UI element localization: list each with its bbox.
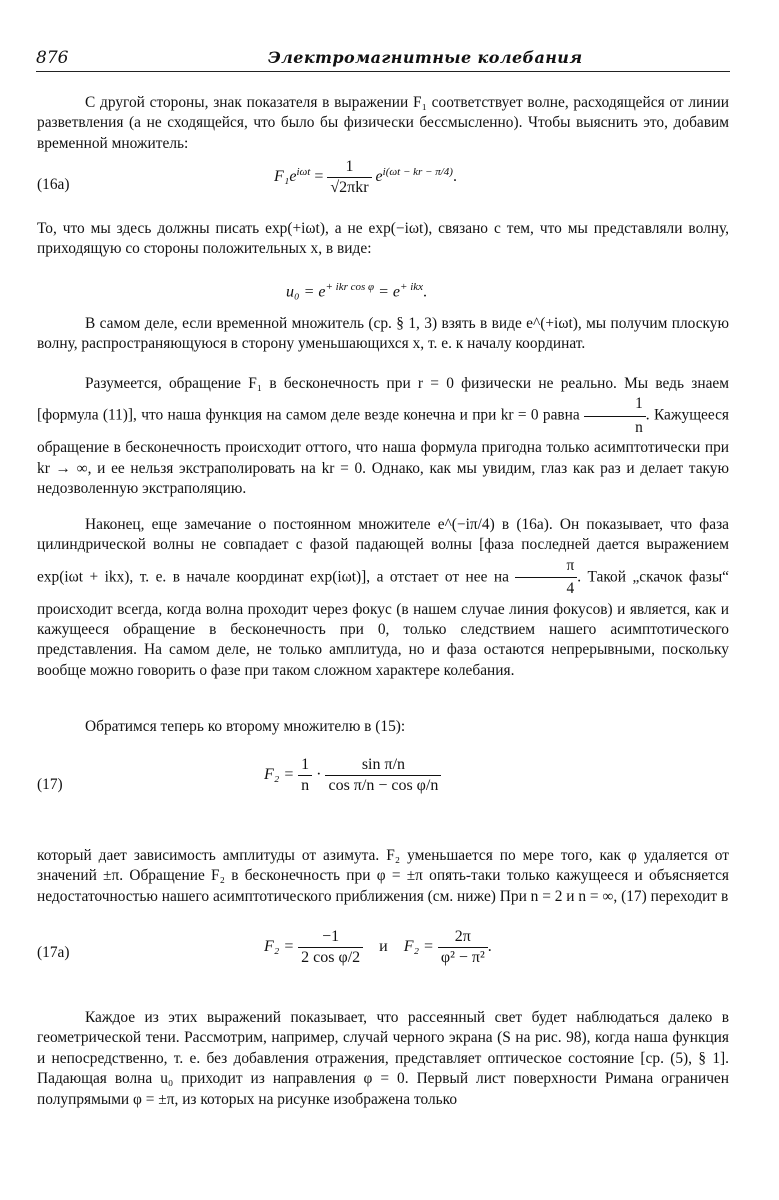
eq17-den: cos π/n − cos φ/n: [328, 777, 439, 794]
eq-u0-lhs: u₀ = e: [286, 283, 326, 301]
eq16a-den: √2πkr: [330, 179, 369, 196]
eq17a-fraction-2: [438, 928, 488, 967]
paragraph-4: [37, 374, 729, 499]
header-rule: [36, 71, 730, 72]
eq16a-num: 1: [327, 158, 371, 178]
eq16a-base: e: [375, 168, 383, 186]
eq16a-lhs: F₁e: [274, 168, 297, 186]
paragraph-2: То, что мы здесь должны писать exp(+iωt), а не exp(−iωt), связано с тем, что мы представляли волну, приходящую со стороны положительных x, в виде:: [37, 220, 729, 258]
equation-17a: [264, 928, 492, 967]
eq17-num: sin π/n: [325, 756, 441, 776]
equation-label-17a: (17а): [37, 944, 70, 961]
page-number: 876: [36, 48, 69, 68]
paragraph-6: Обратимся теперь ко второму множителю в (15):: [85, 718, 406, 735]
paragraph-5-part-a: Наконец, еще замечание о постоянном множителе e^(−iπ/4) в (16а). Он показывает, что фаза цилиндрической волны не совпадает с фазой падающей волны [фаза последней дается выражением exp(iωt + ikx), т. е. в начале координат exp(iωt)], а отстает от нее на: [37, 516, 729, 586]
paragraph-4-frac-num: 1: [584, 394, 646, 416]
eq-u0-end: .: [423, 283, 428, 301]
paragraph-3: В самом деле, если временной множитель (ср. § 1, 3) взять в виде e^(+iωt), мы получим плоскую волну, распространяющуюся в сторону уменьшающихся x, т. е. к началу координат.: [37, 315, 729, 353]
paragraph-7: который дает зависимость амплитуды от азимута. F₂ уменьшается по мере того, как φ удаляется от значений ±π. Обращение F₂ в бесконечность при φ = ±π опять-таки только кажущееся и объясняется недостаточностью нашего асимптотического приближения (см. ниже) При n = 2 и n = ∞, (17) переходит в: [37, 847, 729, 905]
eq16a-equals: =: [314, 168, 324, 186]
eq17-lhs: F₂ =: [264, 766, 295, 784]
eq16a-fraction: [327, 158, 371, 197]
paragraph-5-frac-num: π: [515, 556, 577, 578]
paragraph-4-part-a: Разумеется, обращение F₁ в бесконечность при r = 0 физически не реально. Мы ведь знаем [формула (11)], что наша функция на самом деле везде конечна и при kr = 0 равна: [37, 375, 729, 424]
equation-label-17: (17): [37, 776, 63, 793]
eq-u0-exp1: + ikr cos φ: [325, 281, 375, 293]
paragraph-5-part-b: . Такой „скачок фазы“ происходит всегда, когда волна проходит через фокус (в нашем случае линия фокусов) и является, как и кажущееся обращение в бесконечность при 0, только следствием нашего асимптотического представления. На самом деле, не только амплитуда, но и фаза остаются непрерывными, поскольку вообще можно говорить о фазе при таком сложном характере колебания.: [37, 568, 729, 679]
eq17a-den2: φ² − π²: [440, 949, 485, 966]
paragraph-4-part-b: . Кажущееся обращение в бесконечность происходит оттого, что наша формула пригодна только асимптотически при kr → ∞, и ее нельзя экстраполировать на kr = 0. Однако, как мы увидим, глаз как раз и делает такую недозволенную экстраполяцию.: [37, 406, 730, 498]
eq17a-num2: 2π: [438, 928, 488, 948]
eq16a-lhs-exp: iωt: [296, 165, 311, 178]
eq16a-exp: i(ωt − kr − π/4): [382, 165, 453, 178]
equation-label-16a: (16а): [37, 176, 70, 193]
paragraph-5-fraction: [515, 556, 577, 600]
eq16a-end: .: [452, 168, 457, 186]
equation-16a: [274, 158, 457, 197]
page-header: [36, 46, 730, 72]
eq17-fraction: [325, 756, 441, 795]
paragraph-5-frac-den: 4: [566, 580, 575, 598]
paragraph-4-frac-den: n: [635, 418, 643, 436]
eq-u0-mid: = e: [374, 283, 401, 301]
eq17a-den1: 2 cos φ/2: [301, 949, 361, 966]
eq17-factor-den: n: [301, 777, 310, 794]
equation-u0: [286, 281, 427, 301]
eq17a-lhs2: F₂ =: [403, 938, 434, 956]
eq17a-end: .: [487, 938, 492, 956]
paragraph-8: Каждое из этих выражений показывает, что рассеянный свет будет наблюдаться далеко в геометрической тени. Рассмотрим, например, случай черного экрана (S на рис. 98), когда наша функция и непосредственно, т. е. без добавления отражения, представляет оптическое состояние [ср. (5), § 1]. Падающая волна u₀ приходит из направления φ = 0. Первый лист поверхности Римана ограничен полупрямыми φ = ±π, из которых на рисунке изображена только: [37, 1009, 729, 1108]
eq17a-and: и: [379, 938, 388, 956]
eq17-dot: ·: [316, 766, 322, 784]
running-title: Электромагнитные колебания: [268, 48, 583, 67]
eq17a-num1: −1: [298, 928, 363, 948]
eq17-factor: [298, 756, 312, 795]
paragraph-4-fraction: [584, 394, 646, 438]
equation-17: [264, 756, 441, 795]
eq17a-fraction-1: [298, 928, 363, 967]
eq17a-lhs1: F₂ =: [264, 938, 295, 956]
paragraph-5: [37, 515, 729, 681]
eq-u0-exp2: + ikx: [400, 281, 424, 293]
eq17-factor-num: 1: [298, 756, 312, 776]
paragraph-1: С другой стороны, знак показателя в выражении F₁ соответствует волне, расходящейся от линии разветвления (а не сходящейся, что было бы физически бессмысленно). Чтобы выяснить это, добавим временной множитель:: [37, 94, 729, 152]
